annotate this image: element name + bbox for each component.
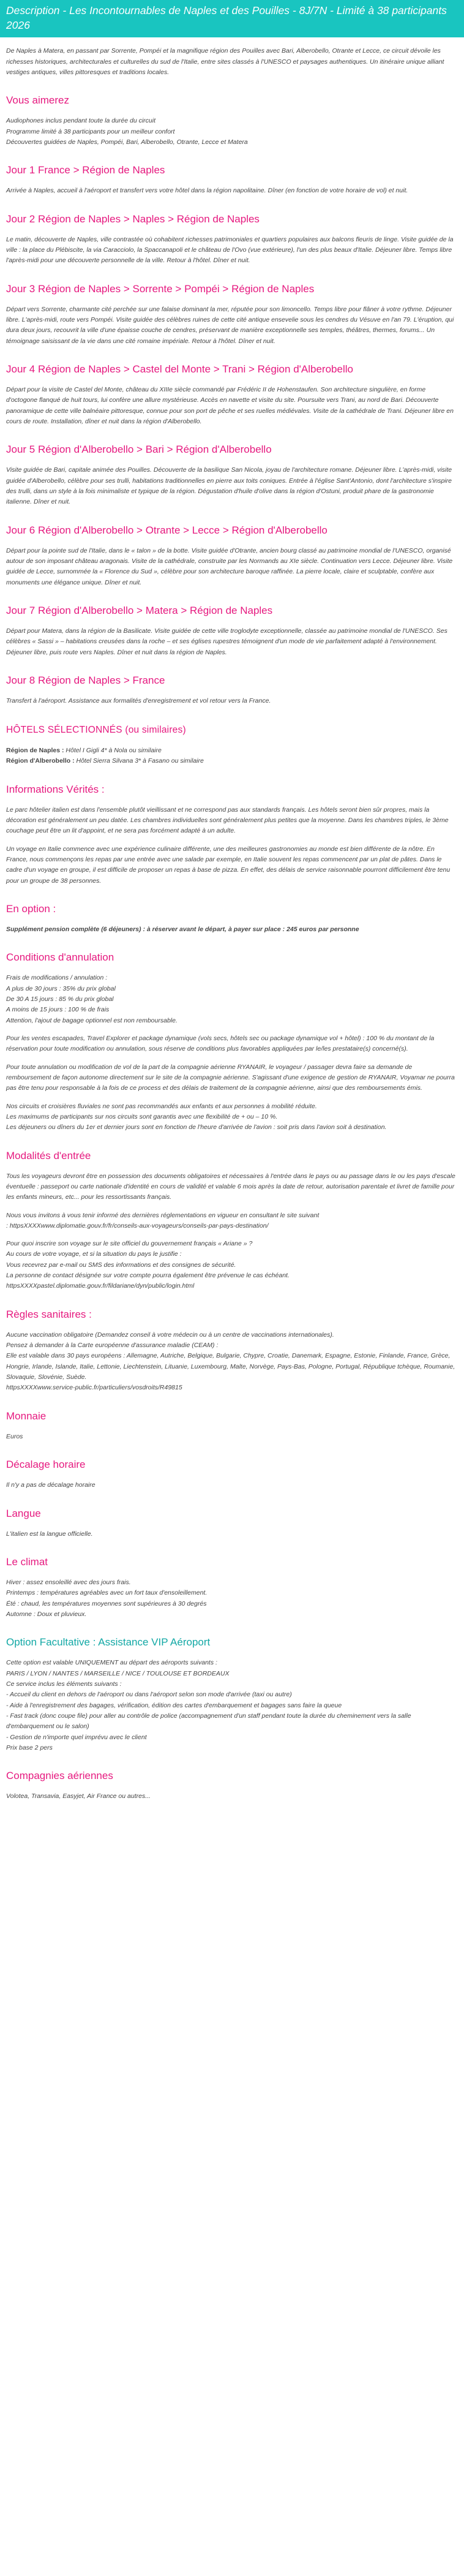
regles-list xyxy=(6,1330,458,1394)
assistance-list xyxy=(6,1658,458,1753)
vous-aimerez-item: Découvertes guidées de Naples, Pompéi, Bari, Alberobello, Otrante, Lecce et Matera xyxy=(6,138,248,146)
climat-line: Hiver : assez ensoleillé avec des jours frais. xyxy=(6,1579,131,1586)
regles-line: Pensez à demander à la Carte européenne d'assurance maladie (CEAM) : xyxy=(6,1342,219,1350)
assistance-line: Prix base 2 pers xyxy=(6,1743,53,1751)
modalites-line: Nous vous invitons à vous tenir informé des dernières réglementations en vigueur en consultant le site suivant xyxy=(6,1211,320,1219)
assistance-line: - Aide à l'enregistrement des bagages, vérification, édition des cartes d'embarquement et bagages sans faire la queue xyxy=(6,1701,342,1709)
day-7-heading: Jour 7 Région d'Alberobello > Matera > Région de Naples xyxy=(6,605,273,617)
climat-heading: Le climat xyxy=(6,1555,48,1568)
modalites-heading: Modalités d'entrée xyxy=(6,1149,91,1161)
day-3-heading: Jour 3 Région de Naples > Sorrente > Pompéi > Région de Naples xyxy=(6,282,315,295)
conditions-note: Les déjeuners ou dîners du 1er et dernier jours sont en fonction de l'heure d'arrivée de l'avion : soit pris dans l'avion soit à destination. xyxy=(6,1124,387,1131)
day-1-heading: Jour 1 France > Région de Naples xyxy=(6,164,165,176)
page-title: Description - Les Incontournables de Naples et des Pouilles - 8J/7N - Limité à 38 participants 2026 xyxy=(6,4,447,31)
day-3-text: Départ vers Sorrente, charmante cité perchée sur une falaise dominant la mer, réputée pour son limoncello. Temps libre pour flâner à votre rythme. Déjeuner libre. L'après-midi, route vers Pompéi. Visite guidée des célèbres ruines de cette cité antique ensevelie sous les cendres du Vésuve en l'an 79. L'éruption, qui dura deux jours, recouvrit la ville d'une épaisse couche de cendres, préservant de manière exceptionnelle ses temples, théâtres, thermes, forums... Un témoignage saisissant de la vie dans une cité romaine impériale. Retour à l'hôtel. Dîner et nuit. xyxy=(6,305,454,345)
conditions-line: Attention, l'ajout de bagage optionnel est non remboursable. xyxy=(6,1016,178,1024)
langue-heading: Langue xyxy=(6,1507,41,1519)
hotel-item xyxy=(6,756,458,766)
conditions-line: De 30 A 15 jours : 85 % du prix global xyxy=(6,995,114,1003)
conditions-heading: Conditions d'annulation xyxy=(6,951,114,964)
intro-text: De Naples à Matera, en passant par Sorrente, Pompéi et la magnifique région des Pouilles avec Bari, Alberobello, Otrante et Lecce, ce circuit dévoile les richesses historiques, architecturales et culturelles du sud de l'Italie, entre sites classés à l'UNESCO et paysages authentiques. Un itinéraire unique alliant vestiges antiques, villes pittoresques et traditions locales. xyxy=(6,47,444,76)
compagnies-text: Volotea, Transavia, Easyjet, Air France ou autres... xyxy=(6,1792,151,1800)
climat-list xyxy=(6,1577,458,1620)
assistance-line: - Fast track (donc coupe file) pour aller au contrôle de police (accompagnement d'un staff pendant toute la durée du cheminement vers la salle d'embarquement ou le salon) xyxy=(6,1712,411,1731)
monnaie-heading: Monnaie xyxy=(6,1410,47,1422)
hotel-region: Région d'Alberobello : xyxy=(6,757,75,765)
hotels-list xyxy=(6,746,458,767)
day-7-text: Départ pour Matera, dans la région de la Basilicate. Visite guidée de cette ville troglodyte exceptionnelle, classée au patrimoine mondial de l'UNESCO. Ses célèbres « Sassi » – habitations creusées dans la roche – et ses églises rupestres témoignent d'un mode de vie parfaitement adapté à l'environnement. Déjeuner libre, puis route vers Naples. Dîner et nuit dans la région de Naples. xyxy=(6,627,447,656)
title-banner xyxy=(0,0,464,37)
hotel-item xyxy=(6,746,458,756)
decalage-text: Il n'y a pas de décalage horaire xyxy=(6,1481,95,1489)
day-5-text: Visite guidée de Bari, capitale animée des Pouilles. Découverte de la basilique San Nicola, joyau de l'architecture romane. Déjeuner libre. L'après-midi, visite guidée d'Alberobello, célèbre pour ses trulli, habitations traditionnelles en pierre aux toits coniques. Entrée à l'église Sant'Antonio, dont l'architecture s'inspire des trulli, dans un style à la fois minimaliste et typique de la région. Dégustation d'huile d'olive dans la région d'Ostuni, produit phare de la gastronomie italienne. Dîner et nuit. xyxy=(6,466,452,506)
hotel-region: Région de Naples : xyxy=(6,747,64,755)
vous-aimerez-item: Audiophones inclus pendant toute la durée du circuit xyxy=(6,117,156,125)
modalites-line: Au cours de votre voyage, et si la situation du pays le justifie : xyxy=(6,1250,182,1258)
decalage-heading: Décalage horaire xyxy=(6,1459,86,1471)
day-4-heading: Jour 4 Région de Naples > Castel del Monte > Trani > Région d'Alberobello xyxy=(6,363,353,375)
langue-text: L'italien est la langue officielle. xyxy=(6,1530,93,1538)
climat-line: Été : chaud, les températures moyennes sont supérieures à 30 degrés xyxy=(6,1600,207,1607)
conditions-note: Les maximums de participants sur nos circuits sont garantis avec une flexibilité de + ou – 10 %. xyxy=(6,1112,278,1120)
hotel-name: Hôtel I Gigli 4* à Nola ou similaire xyxy=(64,747,162,755)
conditions-line: A moins de 15 jours : 100 % de frais xyxy=(6,1006,110,1014)
day-2-text: Le matin, découverte de Naples, ville contrastée où cohabitent richesses patrimoniales et quartiers populaires aux balcons fleuris de linge. Visite guidée de la ville : la place du Plébiscite, la via Caracciolo, la Spaccanapoli et le château de l'Ovo (vue extérieure), l'un des plus beaux d'Italie. Déjeuner libre. Temps libre l'après-midi pour une découverte personnelle de la ville. Retour à l'hôtel. Dîner et nuit. xyxy=(6,235,454,265)
compagnies-heading: Compagnies aériennes xyxy=(6,1770,113,1782)
climat-line: Automne : Doux et pluvieux. xyxy=(6,1610,87,1618)
regles-heading: Règles sanitaires : xyxy=(6,1308,92,1320)
regles-link[interactable]: httpsXXXXwww.service-public.fr/particuliers/vosdroits/R49815 xyxy=(6,1384,182,1392)
monnaie-text: Euros xyxy=(6,1432,23,1440)
day-6-heading: Jour 6 Région d'Alberobello > Otrante > Lecce > Région d'Alberobello xyxy=(6,524,327,536)
day-6-text: Départ pour la pointe sud de l'Italie, dans le « talon » de la botte. Visite guidée d'Otrante, ancien bourg classé au patrimoine mondial de l'UNESCO, organisé autour de son imposant château aragonais. Visite de la cathédrale, construite par les Normands au XIe siècle. Continuation vers Lecce. Déjeuner libre. Visite guidée de Lecce, surnommée la « Florence du Sud », célèbre pour son architecture baroque raffinée. La pierre locale, claire et sculptable, confère aux monuments une élégance unique. Dîner et nuit. xyxy=(6,546,453,586)
conditions-note: Nos circuits et croisières fluviales ne sont pas recommandés aux enfants et aux personnes à mobilité réduite. xyxy=(6,1102,317,1110)
content xyxy=(0,37,464,1821)
day-1-text: Arrivée à Naples, accueil à l'aéroport et transfert vers votre hôtel dans la région napolitaine. Dîner (en fonction de votre horaire de vol) et nuit. xyxy=(6,187,408,195)
informations-paragraph: Le parc hôtelier italien est dans l'ensemble plutôt vieillissant et ne correspond pas aux standards français. Les hôtels seront bien sûr propres, mais la décoration est généralement un peu datée. Les chambres individuelles sont généralement plus petites que la moyenne. Dans les chambres triples, le 3ème couchage peut être un lit d'appoint, et ne sera pas forcément adapté à un adulte. xyxy=(6,806,449,835)
modalites-line: La personne de contact désignée sur votre compte pourra également être prévenue le cas échéant. xyxy=(6,1272,290,1280)
climat-line: Printemps : températures agréables avec un fort taux d'ensoleillement. xyxy=(6,1589,208,1597)
day-2-heading: Jour 2 Région de Naples > Naples > Région de Naples xyxy=(6,213,260,225)
modalites-links xyxy=(6,1211,458,1232)
modalites-link[interactable]: httpsXXXXpastel.diplomatie.gouv.fr/fildariane/dyn/public/login.html xyxy=(6,1282,195,1290)
en-option-heading: En option : xyxy=(6,902,56,915)
en-option-text: Supplément pension complète (6 déjeuners) : à réserver avant le départ, à payer sur place : 245 euros par personne xyxy=(6,926,359,934)
assistance-line: PARIS / LYON / NANTES / MARSEILLE / NICE / TOULOUSE ET BORDEAUX xyxy=(6,1669,230,1677)
assistance-line: Ce service inclus les éléments suivants : xyxy=(6,1680,122,1688)
day-5-heading: Jour 5 Région d'Alberobello > Bari > Région d'Alberobello xyxy=(6,444,272,456)
informations-paragraph: Un voyage en Italie commence avec une expérience culinaire différente, une des meilleures gastronomies au monde est bien différente de la nôtre. En France, nous commençons les repas par une entrée avec une salade par exemple, en Italie souvent les repas commencent par un plat de pâtes. Dans le cadre d'un voyage en groupe, il est difficile de proposer un repas à base de pizza. En effet, des délais de service raisonnable pourront difficilement être tenu pour un groupe de 38 personnes. xyxy=(6,845,451,885)
hotel-name: Hôtel Sierra Silvana 3* à Fasano ou similaire xyxy=(74,757,204,765)
conditions-line: Frais de modifications / annulation : xyxy=(6,974,108,982)
conditions-line: A plus de 30 jours : 35% du prix global xyxy=(6,984,116,992)
modalites-line: Vous recevrez par e-mail ou SMS des informations et des consignes de sécurité. xyxy=(6,1261,236,1269)
assistance-heading: Option Facultative : Assistance VIP Aéroport xyxy=(6,1636,211,1649)
regles-line: Aucune vaccination obligatoire (Demandez conseil à votre médecin ou à un centre de vaccinations internationales). xyxy=(6,1331,334,1339)
modalites-ariane xyxy=(6,1239,458,1292)
conditions-paragraph: Pour les ventes escapades, Travel Explorer et package dynamique (vols secs, hôtels sec ou package dynamique vol + hôtel) : 100 % du montant de la réservation pour toute modification ou annulation, sous réserve de conditions plus favorables appliquées par le/les prestataire(s) concerné(s). xyxy=(6,1035,435,1053)
conditions-notes xyxy=(6,1101,458,1133)
vous-aimerez-list xyxy=(6,116,458,148)
day-4-text: Départ pour la visite de Castel del Monte, château du XIIIe siècle commandé par Frédéric II de Hohenstaufen. Son architecture singulière, en forme d'octogone flanqué de huit tours, lui confère une allure mystérieuse. Accès en navette et visite du site. Poursuite vers Trani, au nord de Bari. Découverte panoramique de cette ville balnéaire pittoresque, connue pour son port de pêche et ses ruelles médiévales. Visite de la cathédrale de Trani. Déjeuner libre en cours de route. Installation, dîner et nuit dans la région d'Alberobello. xyxy=(6,386,454,426)
vous-aimerez-item: Programme limité à 38 participants pour un meilleur confort xyxy=(6,127,175,135)
modalites-line: Pour quoi inscrire son voyage sur le site officiel du gouvernement français « Ariane » ? xyxy=(6,1240,253,1248)
assistance-line: - Accueil du client en dehors de l'aéroport ou dans l'aéroport selon son mode d'arrivée (taxi ou autre) xyxy=(6,1691,292,1699)
day-8-heading: Jour 8 Région de Naples > France xyxy=(6,674,165,687)
hotels-heading: HÔTELS SÉLECTIONNÉS (ou similaires) xyxy=(6,725,186,736)
regles-line: Elle est valable dans 30 pays européens : Allemagne, Autriche, Belgique, Bulgarie, Chypre, Croatie, Danemark, Espagne, Estonie, Finlande, France, Grèce, Hongrie, Irlande, Islande, Italie, Lettonie, Liechtenstein, Lituanie, Luxembourg, Malte, Norvège, Pays-Bas, Pologne, Portugal, République tchèque, Roumanie, Slovaquie, Slovénie, Suède. xyxy=(6,1352,455,1381)
conditions-paragraph: Pour toute annulation ou modification de vol de la part de la compagnie aérienne RYANAIR, le voyageur / passager devra faire sa demande de remboursement de façon autonome directement sur le site de la compagnie aérienne. S'agissant d'une exigence de gestion de RYANAIR, Voyamar ne pourra pas être tenu pour responsable à la fois de ce process et des délais de traitement de la compagnie aérienne, ainsi que des remboursements émis. xyxy=(6,1063,455,1092)
assistance-line: Cette option est valable UNIQUEMENT au départ des aéroports suivants : xyxy=(6,1659,217,1667)
assistance-line: - Gestion de n'importe quel imprévu avec le client xyxy=(6,1733,147,1741)
vous-aimerez-heading: Vous aimerez xyxy=(6,94,69,107)
modalites-link[interactable]: : httpsXXXXwww.diplomatie.gouv.fr/fr/conseils-aux-voyageurs/conseils-par-pays-destination/ xyxy=(6,1222,269,1229)
modalites-paragraph: Tous les voyageurs devront être en possession des documents obligatoires et nécessaires à l'entrée dans le pays ou au passage dans le ou les pays d'escale éventuelle : passeport ou carte nationale d'identité en cours de validité et valable 6 mois après la date de retour, autorisation parentale et livret de famille pour les enfants mineurs, etc... pour les ressortissants français. xyxy=(6,1172,455,1201)
day-8-text: Transfert à l'aéroport. Assistance aux formalités d'enregistrement et vol retour vers la France. xyxy=(6,697,271,705)
informations-heading: Informations Vérités : xyxy=(6,783,105,795)
conditions-fees xyxy=(6,973,458,1026)
